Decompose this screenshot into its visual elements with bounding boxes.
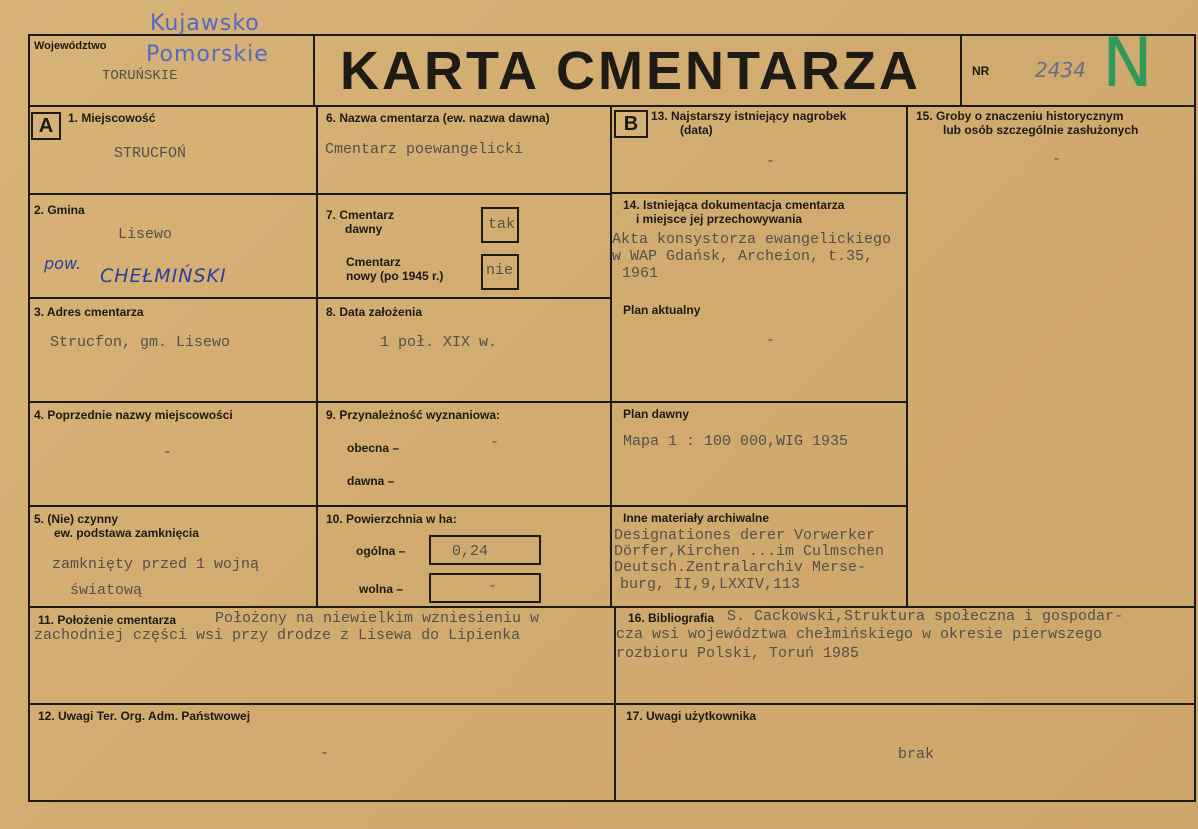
field-17-label: 17. Uwagi użytkownika	[626, 709, 757, 723]
field-9-obecna-label: obecna –	[347, 441, 400, 455]
inne-line-3: Deutsch.Zentralarchiv Merse-	[614, 559, 867, 576]
stamp-line-2: Pomorskie	[146, 42, 269, 67]
plan-dawny-label: Plan dawny	[623, 407, 690, 421]
field-16-value-3: rozbioru Polski, Toruń 1985	[616, 645, 860, 662]
field-5-label-1: 5. (Nie) czynny	[34, 512, 119, 526]
field-15-label-1: 15. Groby o znaczeniu historycznym	[916, 109, 1124, 123]
field-11-value-1: Położony na niewielkim wzniesieniu w	[215, 610, 540, 627]
field-16-value-1: S. Cackowski,Struktura społeczna i gospodar-	[727, 608, 1124, 625]
field-13-label-1: 13. Najstarszy istniejący nagrobek	[651, 109, 847, 123]
field-7-dawny-label-1: 7. Cmentarz	[326, 208, 395, 222]
col-divider-1	[316, 105, 318, 608]
stamp-line-1: Kujawsko	[150, 11, 260, 36]
inne-line-2: Dörfer,Kirchen ...im Culmschen	[614, 543, 885, 560]
field-6-label: 6. Nazwa cmentarza (ew. nazwa dawna)	[326, 111, 550, 125]
header-divider-right	[960, 34, 962, 106]
plan-aktualny-value: -	[766, 332, 776, 349]
field-10-label: 10. Powierzchnia w ha:	[326, 512, 457, 526]
section-b-marker: B	[614, 110, 648, 138]
row-divider-13	[610, 192, 908, 194]
field-3-value: Strucfon, gm. Lisewo	[50, 334, 231, 351]
wojewodztwo-label: Województwo	[34, 40, 107, 52]
field-10-wolna-label: wolna –	[359, 582, 404, 596]
field-16-label: 16. Bibliografia	[628, 611, 715, 625]
field-9-dawna-label: dawna –	[347, 474, 395, 488]
col-divider-2	[610, 105, 612, 608]
field-2-hand-value: CHEŁMIŃSKI	[100, 265, 227, 287]
field-11-label: 11. Położenie cmentarza	[38, 613, 177, 627]
field-9-obecna-value: -	[490, 434, 500, 451]
field-4-value: -	[163, 444, 173, 461]
card-title: KARTA CMENTARZA	[340, 41, 921, 101]
field-14-doc-line-3: 1961	[622, 265, 659, 282]
plan-aktualny-label: Plan aktualny	[623, 303, 701, 317]
field-5-label-2: ew. podstawa zamknięcia	[54, 526, 199, 540]
field-7-dawny-value: tak	[488, 216, 516, 233]
plan-dawny-value: Mapa 1 : 100 000,WIG 1935	[623, 433, 849, 450]
field-12-value: -	[320, 745, 330, 762]
row-divider-3	[28, 401, 908, 403]
col-divider-3	[906, 105, 908, 608]
field-15-label-2: lub osób szczególnie zasłużonych	[943, 123, 1139, 137]
field-6-value: Cmentarz poewangelicki	[325, 141, 524, 158]
nr-mark: N	[1102, 24, 1153, 103]
frame-bottom-line	[28, 800, 1196, 802]
field-3-label: 3. Adres cmentarza	[34, 305, 144, 319]
field-10-wolna-box	[429, 573, 541, 603]
wojewodztwo-value: TORUŃSKIE	[102, 68, 178, 84]
field-5-value-2: światową	[70, 582, 143, 599]
nr-value: 2434	[1035, 58, 1086, 82]
header-divider-left	[313, 34, 315, 106]
row-divider-2	[28, 297, 612, 299]
row-divider-6	[28, 703, 1196, 705]
row-divider-1	[28, 193, 612, 195]
nr-label: NR	[972, 64, 990, 78]
field-10-wolna-value: -	[488, 578, 498, 595]
field-10-ogolna-label: ogólna –	[356, 544, 406, 558]
field-12-label: 12. Uwagi Ter. Org. Adm. Państwowej	[38, 709, 251, 723]
field-14-label-2: i miejsce jej przechowywania	[636, 212, 803, 226]
field-16-value-2: cza wsi województwa chełmińskiego w okresie pierwszego	[616, 626, 1103, 643]
field-7-dawny-label-2: dawny	[345, 222, 383, 236]
field-2-hand-prefix: pow.	[44, 254, 82, 273]
field-8-label: 8. Data założenia	[326, 305, 423, 319]
section-a-marker: A	[31, 112, 61, 140]
inne-line-4: burg, II,9,LXXIV,113	[620, 576, 801, 593]
field-5-value-1: zamknięty przed 1 wojną	[52, 556, 260, 573]
field-1-label: 1. Miejscowość	[68, 111, 156, 125]
field-7-nowy-label-2: nowy (po 1945 r.)	[346, 269, 444, 283]
inne-line-1: Designationes derer Vorwerker	[614, 527, 876, 544]
field-10-ogolna-value: 0,24	[452, 543, 489, 560]
field-9-label: 9. Przynależność wyznaniowa:	[326, 408, 501, 422]
field-14-doc-line-1: Akta konsystorza ewangelickiego	[612, 231, 892, 248]
field-2-value: Lisewo	[118, 226, 173, 243]
field-7-nowy-label-1: Cmentarz	[346, 255, 401, 269]
field-13-value: -	[766, 153, 776, 170]
header-bottom-line	[28, 105, 1196, 107]
field-8-value: 1 poł. XIX w.	[380, 334, 498, 351]
field-11-value-2: zachodniej części wsi przy drodze z Lisewa do Lipienka	[34, 627, 521, 644]
inne-materialy-label: Inne materiały archiwalne	[623, 511, 770, 525]
field-13-label-2: (data)	[680, 123, 713, 137]
field-15-value: -	[1052, 151, 1062, 168]
field-2-label: 2. Gmina	[34, 203, 85, 217]
field-14-doc-line-2: w WAP Gdańsk, Archeion, t.35,	[612, 248, 874, 265]
field-7-nowy-value: nie	[486, 262, 514, 279]
row-divider-4	[28, 505, 908, 507]
field-1-value: STRUCFOŃ	[114, 145, 187, 162]
frame-left-line	[28, 34, 30, 802]
frame-right-line	[1194, 34, 1196, 802]
field-4-label: 4. Poprzednie nazwy miejscowości	[34, 408, 233, 422]
field-17-value: brak	[898, 746, 935, 763]
field-14-label-1: 14. Istniejąca dokumentacja cmentarza	[623, 198, 845, 212]
